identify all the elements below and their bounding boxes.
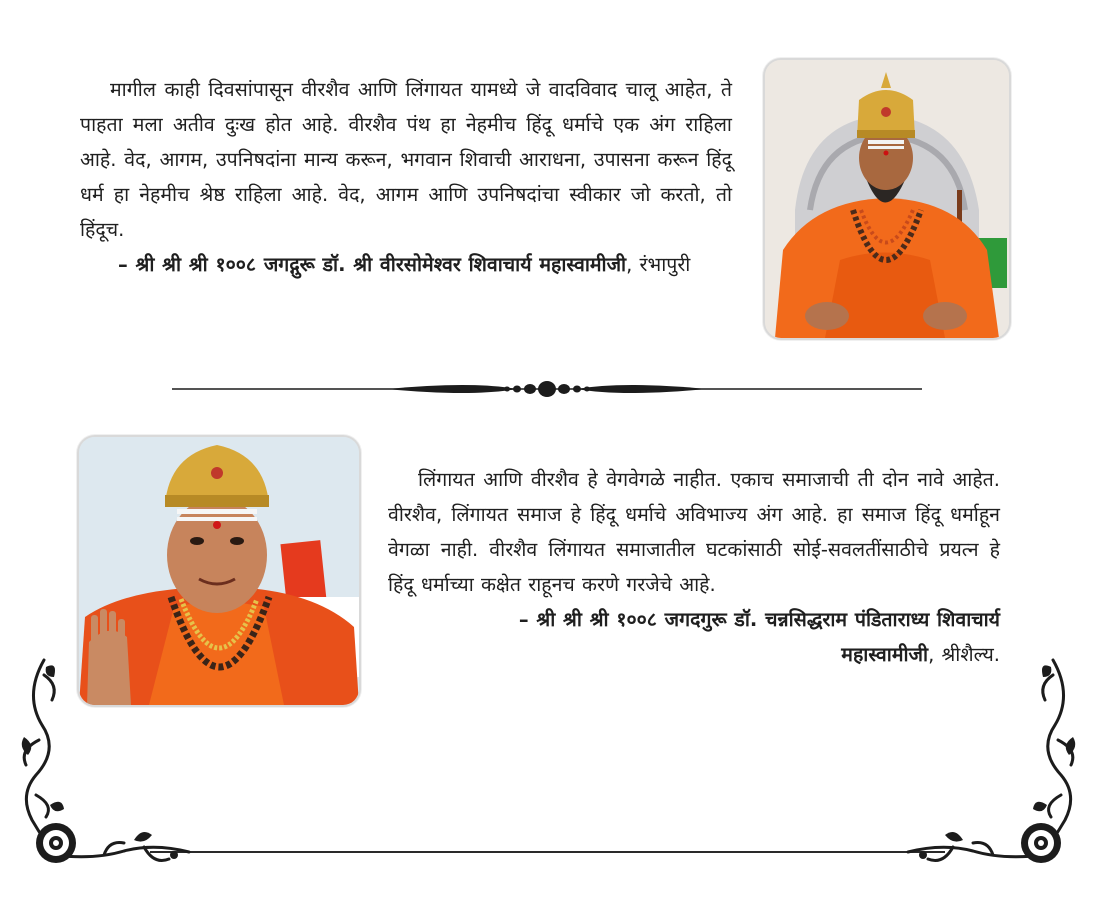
quote-2-attribution-line-1 — [388, 602, 1000, 637]
quote-1-attribution-place: , रंभापुरी — [626, 253, 691, 276]
quote-2 — [388, 462, 1000, 672]
floral-corner-left-icon — [14, 655, 194, 890]
floral-corner-right-icon — [903, 655, 1083, 890]
quote-2-attribution-place: , श्रीशैल्य. — [928, 643, 1000, 666]
quote-1-attribution — [80, 247, 732, 282]
quote-2-attribution-name-line-1: – श्री श्री श्री १००८ जगदगुरू डॉ. चन्नसिद्धराम पंडिताराध्य शिवाचार्य — [518, 608, 1000, 631]
bottom-frame-line — [150, 851, 945, 853]
quote-2-text: लिंगायत आणि वीरशैव हे वेगवेगळे नाहीत. एकाच समाजाची ती दोन नावे आहेत. वीरशैव, लिंगायत समाज हे हिंदू धर्माचे अविभाज्य अंग आहे. हा समाज हिंदू धर्माहून वेगळा नाही. वीरशैव लिंगायत समाजातील घटकांसाठी सोई-सवलतींसाठीचे प्रयत्न हे हिंदू धर्माच्या कक्षेत राहूनच करणे गरजेचे आहे. — [388, 468, 1000, 596]
quote-1-text: मागील काही दिवसांपासून वीरशैव आणि लिंगायत यामध्ये जे वादविवाद चालू आहेत, ते पाहता मला अतीव दुःख होत आहे. वीरशैव पंथ हा नेहमीच हिंदू धर्माचे एक अंग राहिला आहे. वेद, आगम, उपनिषदांना मान्य करून, भगवान शिवाची आराधना, उपासना करून हिंदू धर्म हा नेहमीच श्रेष्ठ राहिला आहे. वेद, आगम आणि उपनिषदांचा स्वीकार जो करतो, तो हिंदूच. — [80, 78, 732, 241]
photo-swami-rambhapuri — [763, 58, 1011, 340]
ornamental-divider — [172, 377, 922, 401]
swami-portrait-1-icon — [765, 60, 1009, 338]
quote-1-attribution-name: – श्री श्री श्री १००८ जगद्गुरू डॉ. श्री वीरसोमेश्वर शिवाचार्य महास्वामीजी — [118, 253, 627, 276]
quote-1 — [80, 72, 732, 282]
quote-2-attribution-name-line-2: महास्वामीजी — [841, 643, 929, 666]
